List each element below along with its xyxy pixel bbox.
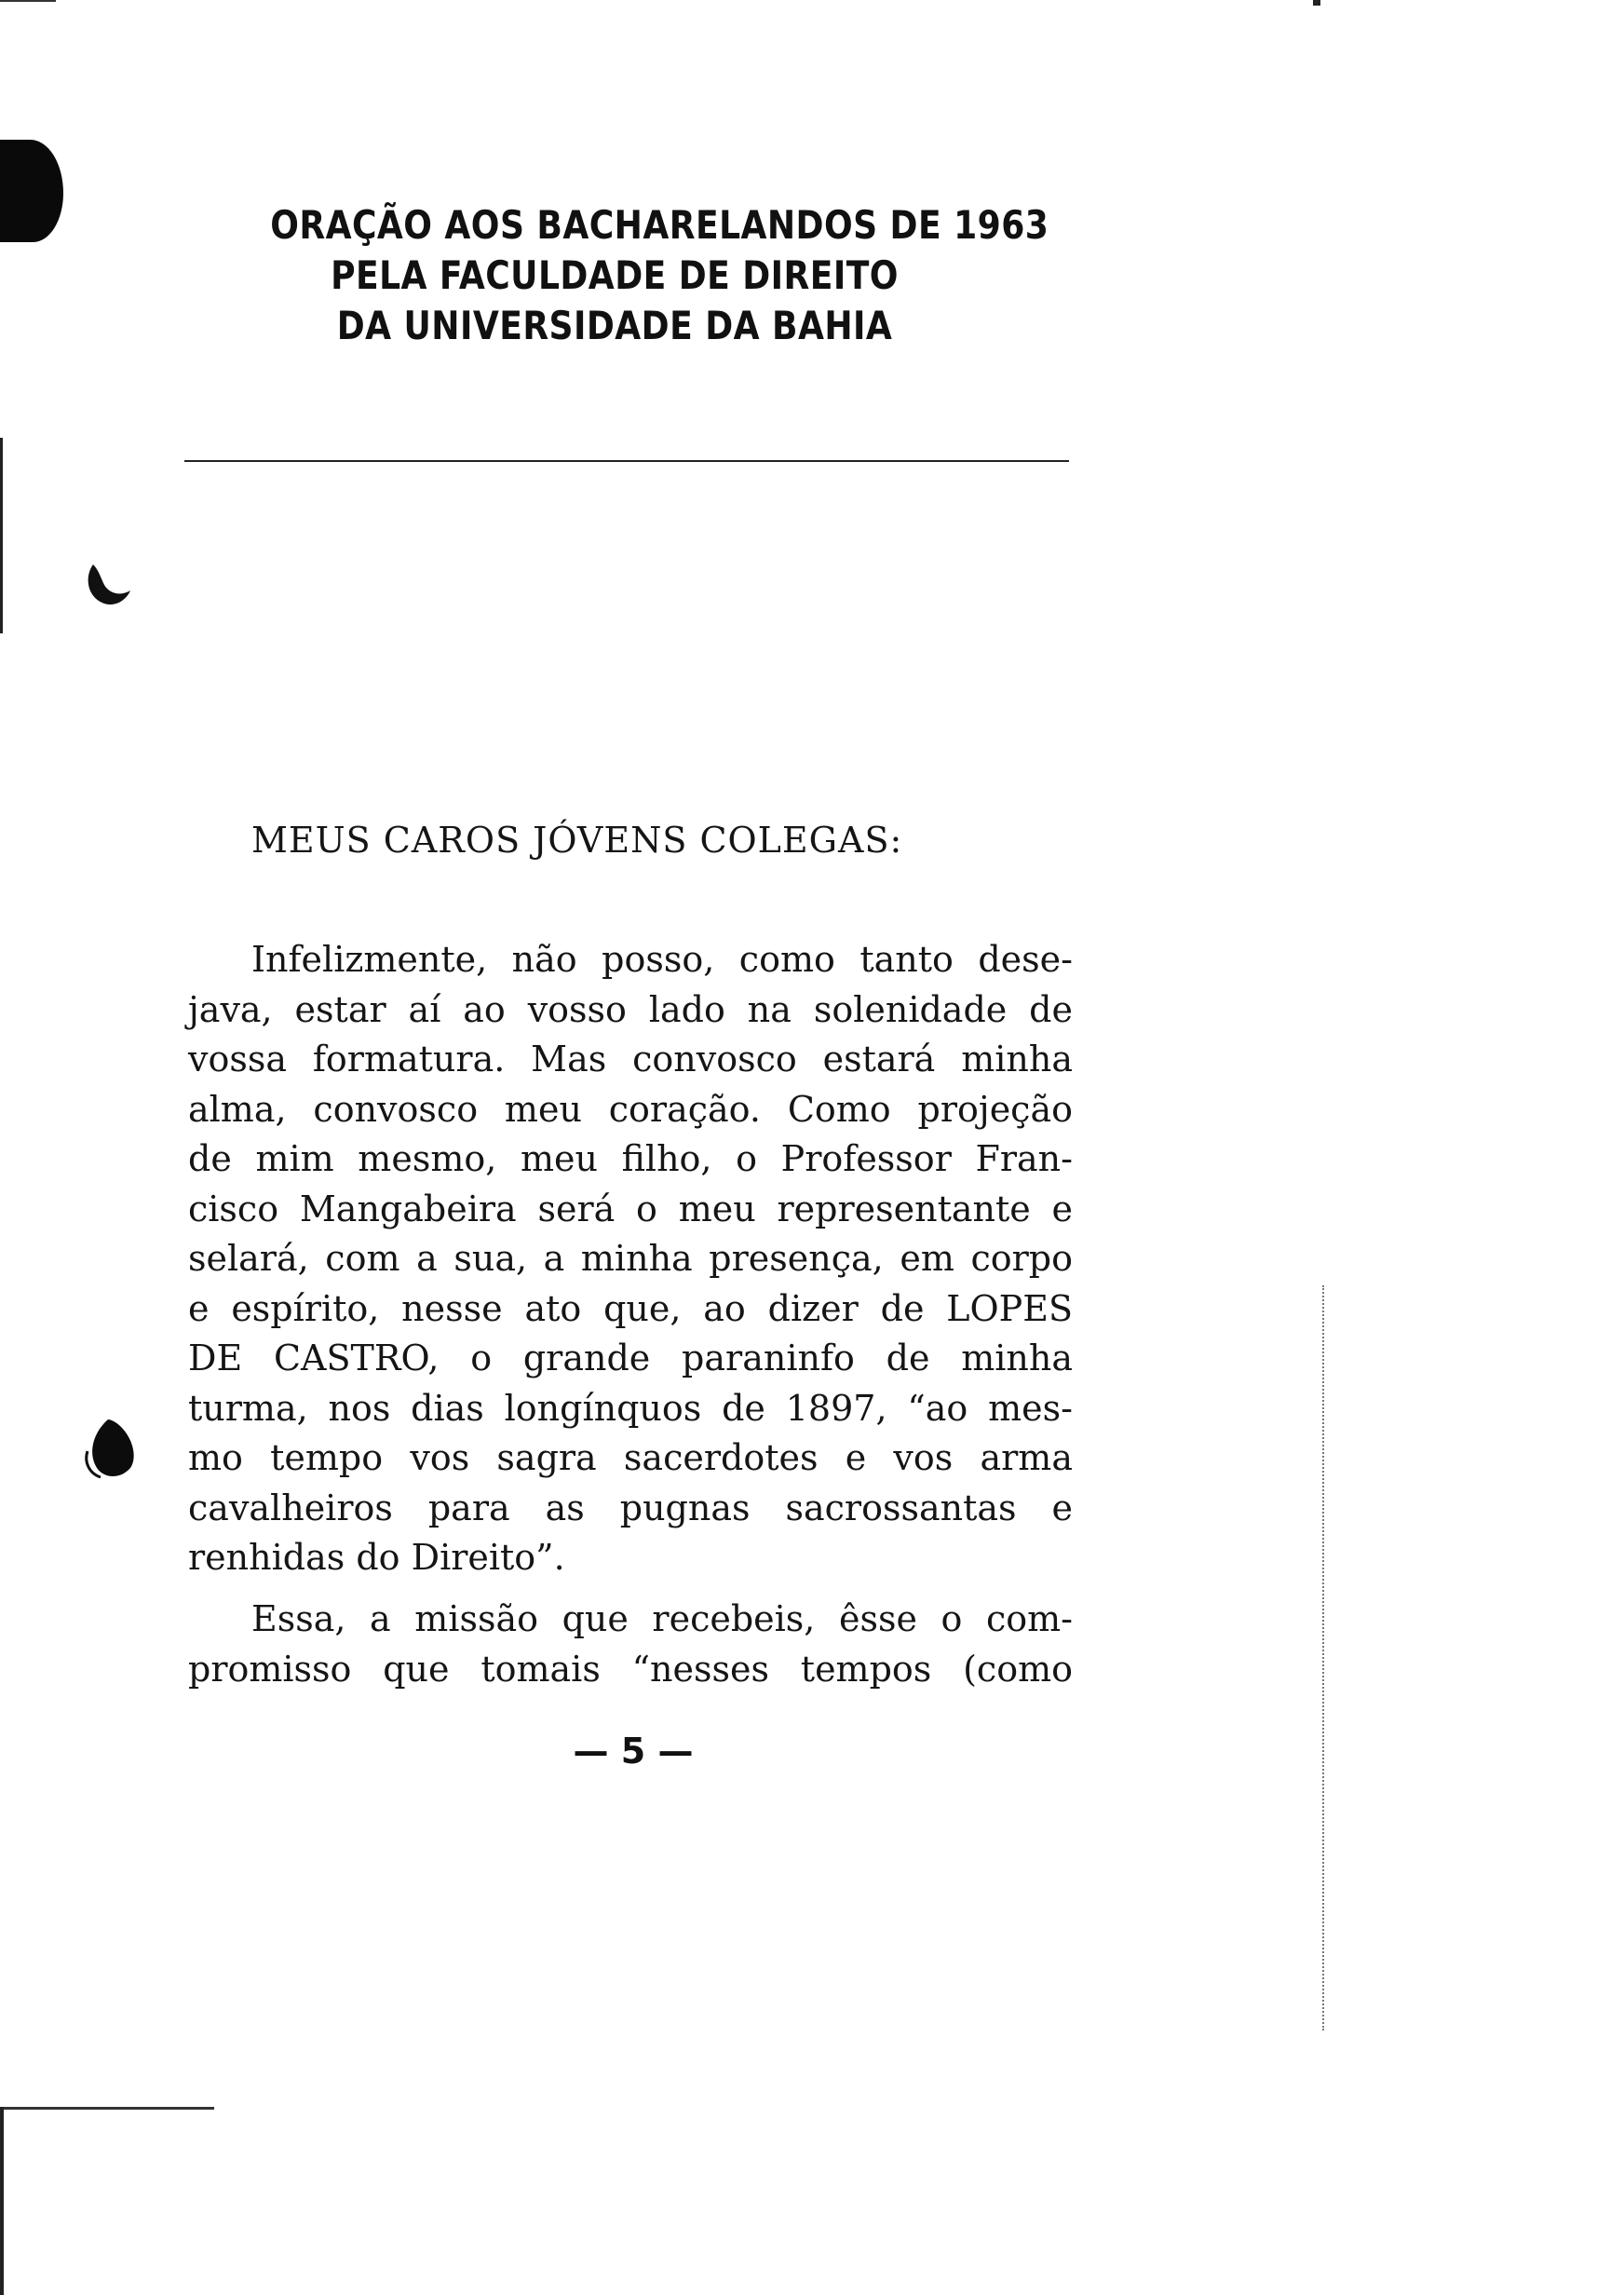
paragraph-line: vossa formatura. Mas convosco estará minha: [188, 1039, 1073, 1080]
paragraph-line: e espírito, nesse ato que, ao dizer de LOPES: [188, 1287, 1073, 1329]
title-line-3: DA UNIVERSIDADE DA BAHIA: [336, 303, 893, 348]
paragraph-line: selará, com a sua, a minha presença, em corpo: [188, 1238, 1073, 1279]
scan-left-edge-line: [0, 438, 3, 633]
title-divider: [184, 460, 1069, 462]
paragraph-line: DE CASTRO, o grande paraninfo de minha: [188, 1338, 1073, 1378]
scan-right-edge-line: [1322, 1285, 1326, 2030]
paragraph-line: Infelizmente, não posso, como tanto dese-: [251, 939, 1073, 980]
document-title: [270, 200, 1049, 351]
punch-hole-upper: [84, 559, 132, 607]
paragraph-line: renhidas do Direito”.: [188, 1537, 565, 1578]
scan-bottom-left-corner-horizontal: [0, 2107, 214, 2110]
title-line-1: ORAÇÃO AOS BACHARELANDOS DE 1963: [270, 202, 1049, 248]
paragraph-line: Essa, a missão que recebeis, êsse o com-: [251, 1598, 1073, 1639]
salutation: MEUS CAROS JÓVENS COLEGAS:: [251, 820, 903, 861]
paragraph-line: promisso que tomais “nesses tempos (como: [188, 1648, 1073, 1690]
scan-top-right-mark: [1313, 0, 1320, 6]
paragraph-line: java, estar aí ao vosso lado na solenidade de: [188, 988, 1073, 1030]
paragraph-line: cisco Mangabeira será o meu representante e: [188, 1188, 1073, 1229]
scan-top-edge-line: [0, 0, 56, 2]
scan-left-blot: [0, 140, 63, 242]
paragraph-line: alma, convosco meu coração. Como projeção: [188, 1088, 1073, 1130]
paragraph-line: cavalheiros para as pugnas sacrossantas e: [188, 1487, 1073, 1528]
paragraph-line: de mim mesmo, meu filho, o Professor Fran-: [188, 1138, 1073, 1179]
scan-bottom-left-corner-vertical: [0, 2107, 4, 2295]
page-number: — 5 —: [573, 1731, 694, 1772]
paragraph-line: mo tempo vos sagra sacerdotes e vos arma: [188, 1437, 1073, 1478]
paragraph-1: [188, 935, 1073, 1583]
paragraph-2: [188, 1595, 1073, 1694]
title-line-2: PELA FACULDADE DE DIREITO: [331, 252, 899, 298]
paragraph-line: turma, nos dias longínquos de 1897, “ao mes-: [188, 1387, 1073, 1429]
punch-hole-lower: [80, 1416, 138, 1481]
